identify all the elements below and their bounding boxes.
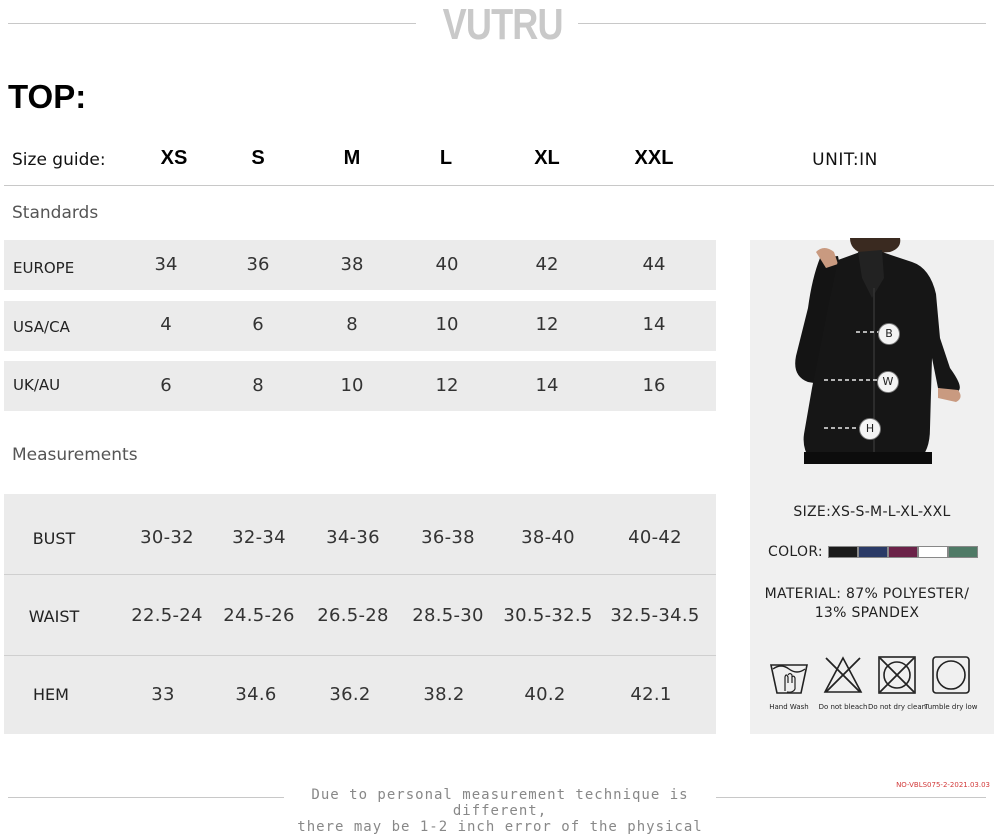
table-cell: 24.5-26 — [223, 605, 295, 626]
footer-rule-right — [716, 797, 986, 798]
table-cell: 36-38 — [421, 527, 475, 548]
header-divider — [4, 185, 994, 186]
table-cell: 34-36 — [326, 527, 380, 548]
table-cell: 38.2 — [423, 684, 465, 705]
footer-rule-left — [8, 797, 284, 798]
table-cell: 34.6 — [235, 684, 277, 705]
material-line-1: MATERIAL: 87% POLYESTER/ — [764, 586, 970, 602]
page-title: TOP: — [8, 78, 87, 115]
size-header-l: L — [439, 147, 453, 169]
size-header-xl: XL — [534, 147, 560, 169]
table-cell: 36.2 — [329, 684, 371, 705]
color-swatch-green — [948, 546, 978, 558]
standards-row-europe — [4, 240, 716, 290]
material-line-2: 13% SPANDEX — [814, 605, 920, 621]
table-cell: 42 — [535, 254, 559, 275]
header-rule-right — [578, 23, 986, 24]
table-cell: 4 — [160, 314, 172, 335]
table-cell: 42.1 — [630, 684, 672, 705]
table-cell: 33 — [151, 684, 175, 705]
brand-logo: VUTRU — [442, 0, 563, 49]
row-label: WAIST — [28, 607, 80, 626]
table-cell: 40-42 — [628, 527, 682, 548]
table-cell: 32.5-34.5 — [610, 605, 700, 626]
table-cell: 26.5-28 — [317, 605, 389, 626]
table-cell: 34 — [154, 254, 178, 275]
footnote-line-1: Due to personal measurement technique is different, — [311, 787, 689, 819]
size-header-s: S — [251, 147, 265, 169]
table-cell: 14 — [535, 375, 559, 396]
row-divider — [4, 655, 716, 656]
footnote — [270, 787, 730, 835]
row-label: EUROPE — [13, 259, 75, 277]
color-swatch-white — [918, 546, 948, 558]
unit-label: UNIT:IN — [812, 150, 878, 170]
table-cell: 10 — [435, 314, 459, 335]
table-cell: 38-40 — [521, 527, 575, 548]
measurements-title: Measurements — [12, 445, 138, 465]
row-label: UK/AU — [13, 376, 61, 394]
product-code: NO-VBLS075-2-2021.03.03 — [896, 781, 990, 789]
header-rule-left — [8, 23, 416, 24]
table-cell: 30-32 — [140, 527, 194, 548]
table-cell: 36 — [246, 254, 270, 275]
size-range: SIZE:XS-S-M-L-XL-XXL — [793, 504, 951, 520]
color-swatch-navy — [858, 546, 888, 558]
standards-row-usa-ca — [4, 301, 716, 351]
table-cell: 12 — [535, 314, 559, 335]
do-not-dry-clean-icon — [877, 655, 917, 695]
do-not-bleach-icon — [823, 655, 863, 695]
table-cell: 14 — [642, 314, 666, 335]
row-label: BUST — [32, 529, 76, 548]
table-cell: 22.5-24 — [131, 605, 203, 626]
table-cell: 30.5-32.5 — [503, 605, 593, 626]
table-cell: 40.2 — [524, 684, 566, 705]
care-label-hand-wash: Hand Wash — [769, 703, 809, 711]
row-divider — [4, 574, 716, 575]
table-cell: 8 — [346, 314, 358, 335]
size-header-m: M — [343, 147, 361, 169]
row-label: HEM — [33, 685, 69, 704]
table-cell: 6 — [252, 314, 264, 335]
table-cell: 8 — [252, 375, 264, 396]
table-cell: 38 — [340, 254, 364, 275]
color-swatch-black — [828, 546, 858, 558]
table-cell: 40 — [435, 254, 459, 275]
hand-wash-icon — [769, 655, 809, 695]
row-label: USA/CA — [13, 318, 70, 336]
standards-row-uk-au — [4, 361, 716, 411]
size-guide-label: Size guide: — [12, 150, 106, 170]
table-cell: 32-34 — [232, 527, 286, 548]
footnote-line-2: there may be 1-2 inch error of the physical — [297, 819, 703, 835]
color-label: COLOR: — [768, 544, 823, 560]
table-cell: 16 — [642, 375, 666, 396]
table-cell: 44 — [642, 254, 666, 275]
size-header-xxl: XXL — [634, 147, 674, 169]
standards-title: Standards — [12, 203, 99, 223]
hem-marker-icon: H — [859, 418, 881, 440]
bust-marker-icon: B — [878, 323, 900, 345]
table-cell: 6 — [160, 375, 172, 396]
table-cell: 10 — [340, 375, 364, 396]
waist-marker-icon: W — [877, 371, 899, 393]
care-label-do-not-dry-clean: Do not dry clean — [867, 703, 927, 711]
care-label-tumble-dry-low: Tumble dry low — [924, 703, 978, 711]
size-header-xs: XS — [160, 147, 188, 169]
table-cell: 28.5-30 — [412, 605, 484, 626]
tumble-dry-low-icon — [931, 655, 971, 695]
care-label-do-not-bleach: Do not bleach — [818, 703, 868, 711]
color-swatch-plum — [888, 546, 918, 558]
table-cell: 12 — [435, 375, 459, 396]
